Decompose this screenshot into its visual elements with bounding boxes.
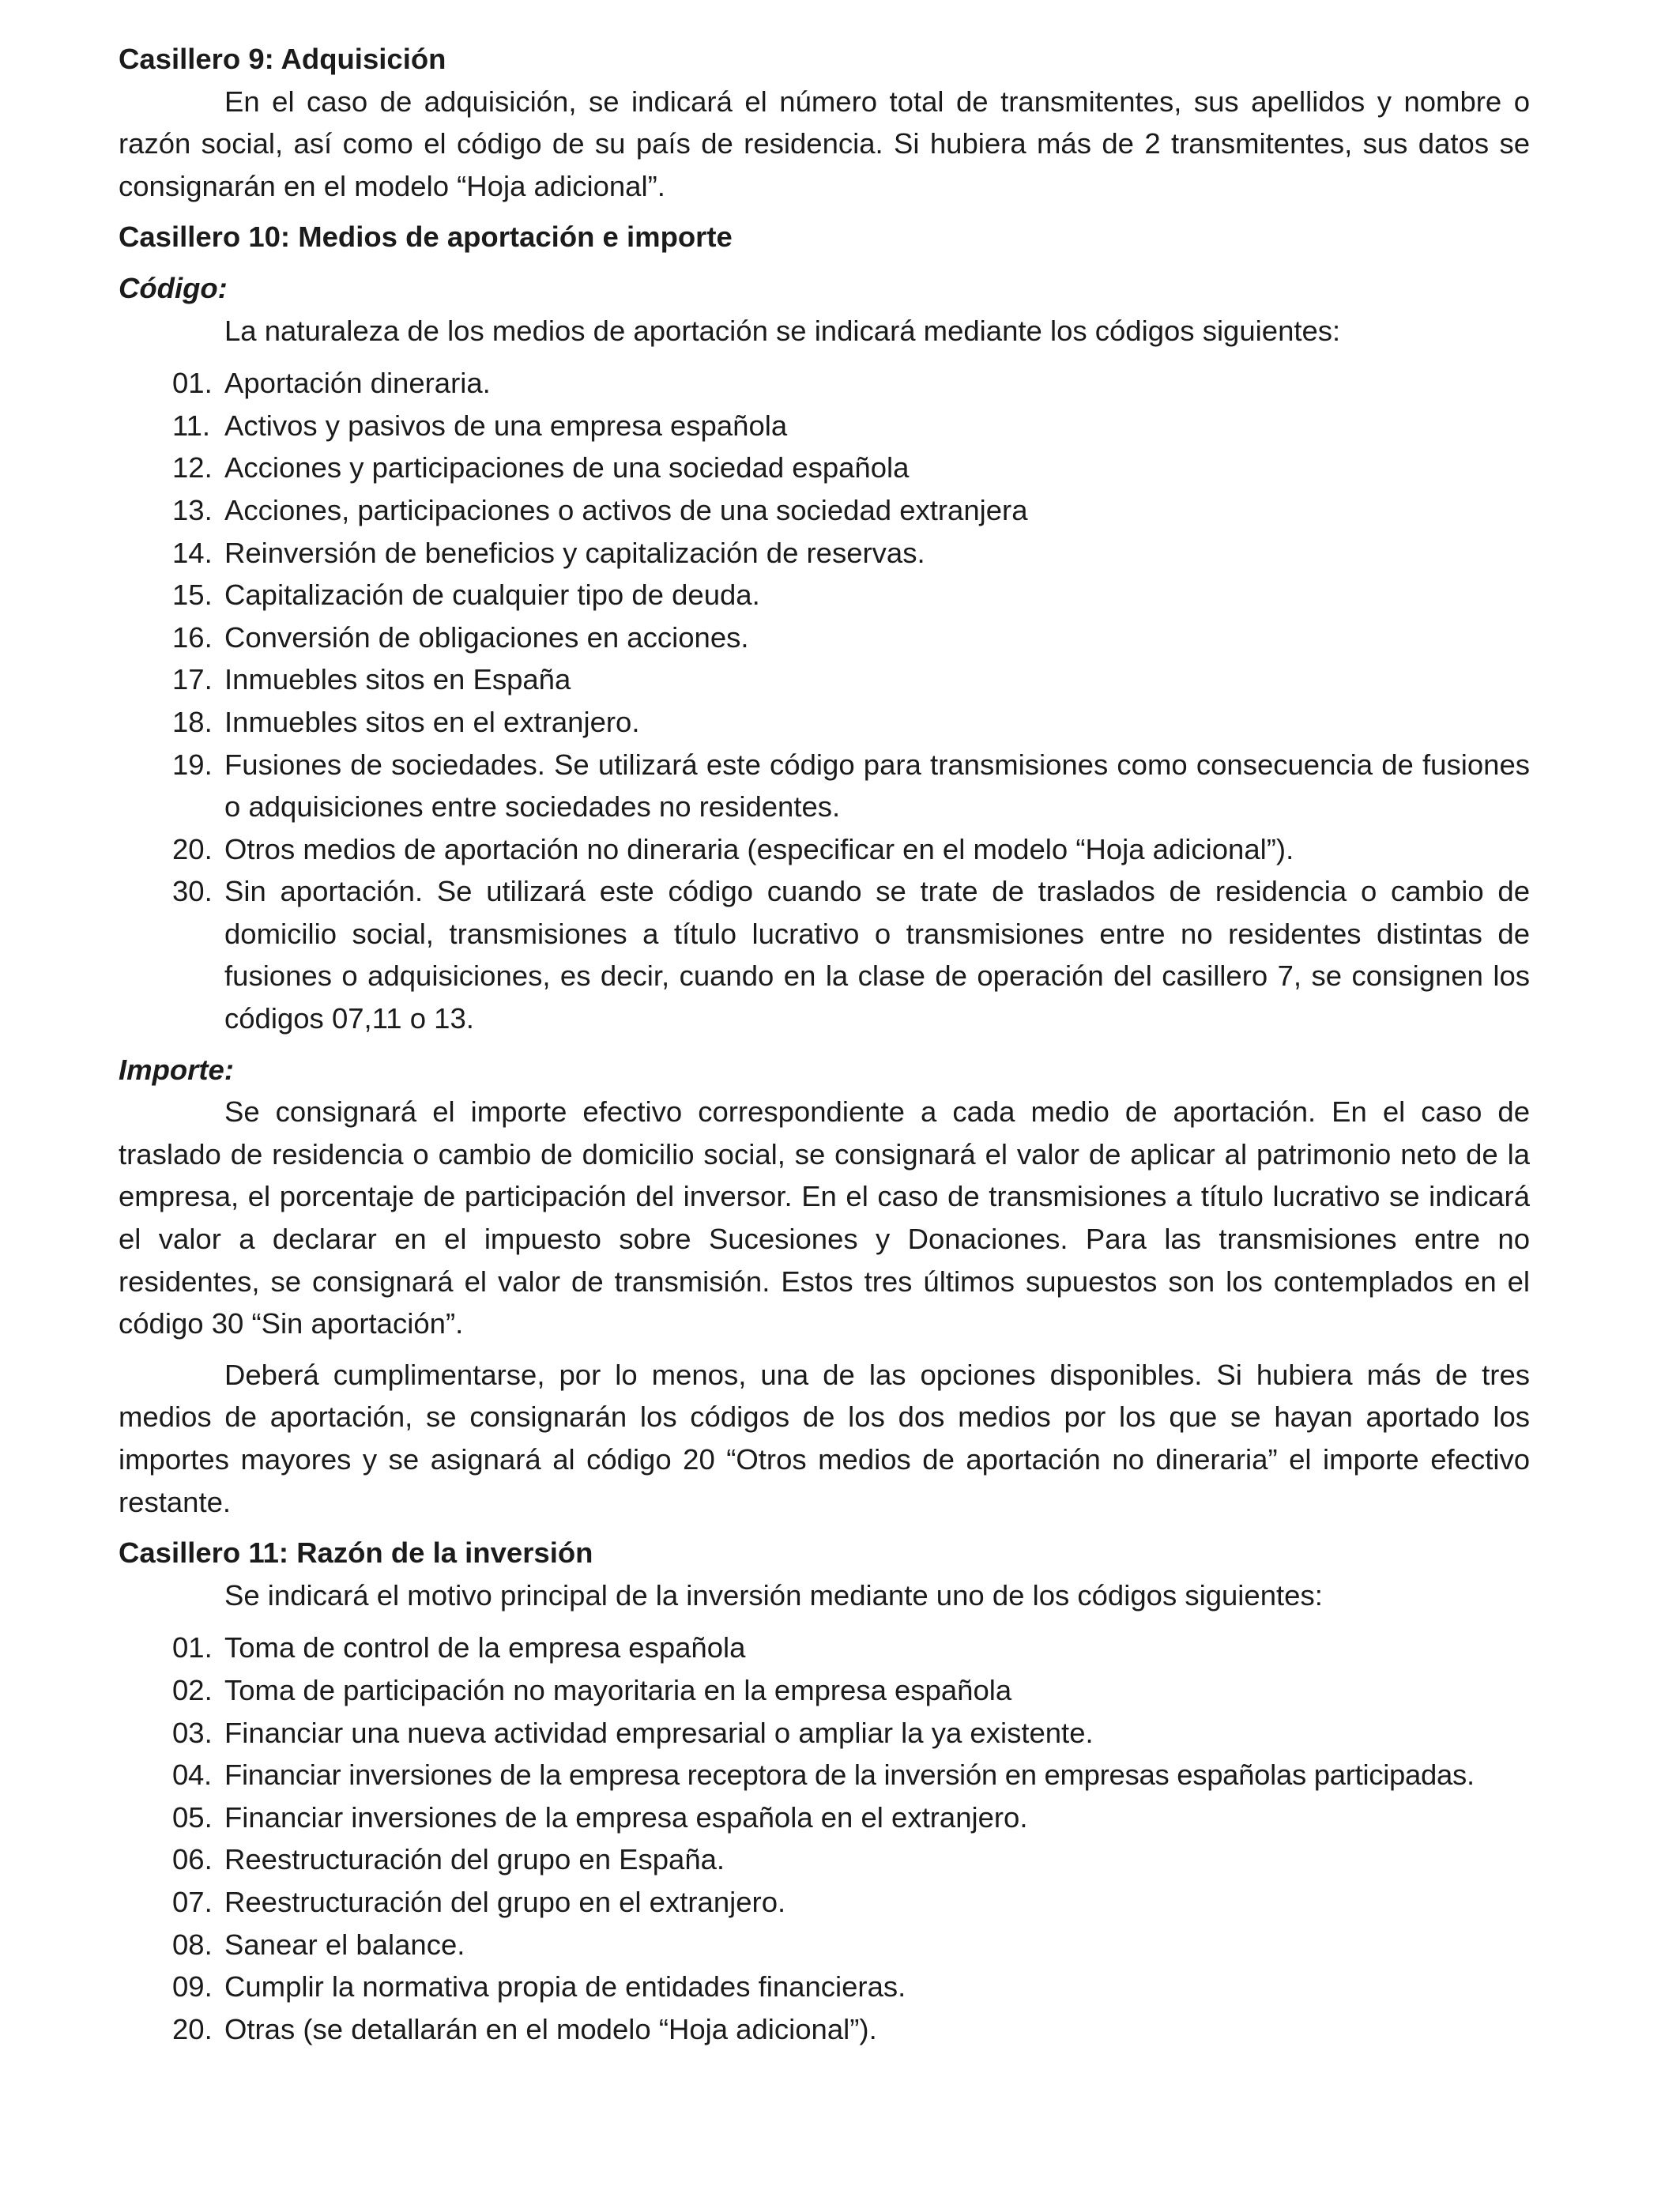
list-item-number: 16.: [172, 620, 213, 654]
list-item: [119, 701, 1530, 744]
list-item-number: 13.: [172, 493, 213, 526]
list-item-number: 06.: [172, 1843, 213, 1876]
list-item: [119, 362, 1530, 405]
list-item-number: 02.: [172, 1673, 213, 1706]
list-item: [119, 744, 1530, 828]
list-item: [119, 828, 1530, 871]
section-11-intro: Se indicará el motivo principal de la inversión mediante uno de los códigos siguientes:: [224, 1578, 1323, 1612]
list-item-number: 05.: [172, 1800, 213, 1834]
list-item-text: Activos y pasivos de una empresa española: [224, 409, 788, 442]
list-item: [119, 2008, 1530, 2051]
list-item-text: Aportación dineraria.: [224, 367, 491, 400]
list-item-number: 01.: [172, 367, 213, 400]
codigo-label: Código:: [119, 271, 228, 304]
list-item: [119, 1627, 1530, 1669]
list-item-text: Otros medios de aportación no dineraria (especificar en el modelo “Hoja adicional”).: [224, 832, 1294, 865]
contribution-codes-list: [119, 362, 1530, 1040]
list-item-number: 08.: [172, 1928, 213, 1961]
list-item: [119, 489, 1530, 532]
list-item-text: Inmuebles sitos en España: [224, 663, 571, 696]
list-item-text: Sin aportación. Se utilizará este código cuando se trate de traslados de residencia o cambio de domicilio social, transmisiones a título lucrativo o transmisiones entre no residentes distintas de fusiones o adquisiciones, es decir, cuando en la clase de operación del casillero 7, se consignen los códigos 07,11 o 13.: [224, 875, 1530, 1035]
importe-label: Importe:: [119, 1053, 234, 1086]
list-item-number: 19.: [172, 748, 213, 781]
list-item-number: 09.: [172, 1970, 213, 2004]
list-item: [119, 1669, 1530, 1712]
list-item-number: 30.: [172, 875, 213, 908]
list-item-text: Capitalización de cualquier tipo de deuda.: [224, 579, 760, 612]
list-item: [119, 1966, 1530, 2008]
list-item-text: Reestructuración del grupo en España.: [224, 1843, 725, 1876]
list-item-text: Cumplir la normativa propia de entidades financieras.: [224, 1970, 906, 2004]
list-item-number: 17.: [172, 663, 213, 696]
list-item-number: 12.: [172, 451, 213, 484]
list-item-text: Toma de participación no mayoritaria en la empresa española: [224, 1673, 1012, 1706]
list-item-text: Financiar inversiones de la empresa receptora de la inversión en empresas españolas participadas.: [224, 1759, 1475, 1792]
list-item-text: Reestructuración del grupo en el extranjero.: [224, 1885, 786, 1918]
list-item-number: 20.: [172, 832, 213, 865]
list-item-text: Inmuebles sitos en el extranjero.: [224, 705, 640, 738]
list-item-number: 20.: [172, 2012, 213, 2045]
list-item-text: Acciones, participaciones o activos de una sociedad extranjera: [224, 493, 1028, 526]
list-item-number: 14.: [172, 536, 213, 569]
list-item-text: Conversión de obligaciones en acciones.: [224, 620, 749, 654]
list-item: [119, 1924, 1530, 1966]
investment-reason-codes-list: [119, 1627, 1530, 2050]
list-item: [119, 1712, 1530, 1755]
list-item-text: Otras (se detallarán en el modelo “Hoja adicional”).: [224, 2012, 877, 2045]
list-item-number: 03.: [172, 1716, 213, 1749]
list-item-number: 15.: [172, 579, 213, 612]
list-item: [119, 1754, 1530, 1796]
list-item-number: 18.: [172, 705, 213, 738]
list-item: [119, 447, 1530, 489]
list-item: [119, 1881, 1530, 1924]
section-9-heading: Casillero 9: Adquisición: [119, 43, 446, 75]
list-item-number: 04.: [172, 1759, 212, 1792]
list-item-number: 07.: [172, 1885, 213, 1918]
list-item-text: Reinversión de beneficios y capitalización de reservas.: [224, 536, 925, 569]
list-item-text: Sanear el balance.: [224, 1928, 465, 1961]
options-paragraph: Deberá cumplimentarse, por lo menos, una de las opciones disponibles. Si hubiera más de tres medios de aportación, se consignarán los códigos de los dos medios por los que se hayan aportado los importes mayores y se asignará al código 20 “Otros medios de aportación no dineraria” el importe efectivo restante.: [119, 1358, 1530, 1518]
document-page: [119, 38, 1530, 2050]
list-item: [119, 574, 1530, 616]
list-item: [119, 658, 1530, 701]
codigo-intro: La naturaleza de los medios de aportación se indicará mediante los códigos siguientes:: [224, 314, 1341, 347]
list-item-text: Fusiones de sociedades. Se utilizará este código para transmisiones como consecuencia de fusiones o adquisiciones entre sociedades no residentes.: [224, 748, 1530, 824]
list-item-text: Financiar una nueva actividad empresarial o ampliar la ya existente.: [224, 1716, 1094, 1749]
section-11-heading: Casillero 11: Razón de la inversión: [119, 1536, 593, 1570]
list-item: [119, 870, 1530, 1039]
list-item: [119, 1796, 1530, 1839]
list-item-text: Toma de control de la empresa española: [224, 1631, 746, 1664]
list-item: [119, 405, 1530, 447]
importe-paragraph: Se consignará el importe efectivo correspondiente a cada medio de aportación. En el caso de traslado de residencia o cambio de domicilio social, se consignará el valor de aplicar al patrimonio neto de la empresa, el porcentaje de participación del inversor. En el caso de transmisiones a título lucrativo se indicará el valor a declarar en el impuesto sobre Sucesiones y Donaciones. Para las transmisiones entre no residentes, se consignará el valor de transmisión. Estos tres últimos supuestos son los contemplados en el código 30 “Sin aportación”.: [119, 1095, 1530, 1340]
list-item-text: Financiar inversiones de la empresa española en el extranjero.: [224, 1800, 1028, 1834]
section-9-paragraph: En el caso de adquisición, se indicará el número total de transmitentes, sus apellidos y nombre o razón social, así como el código de su país de residencia. Si hubiera más de 2 transmitentes, sus datos se consignarán en el modelo “Hoja adicional”.: [119, 85, 1530, 202]
list-item: [119, 1838, 1530, 1881]
list-item-number: 11.: [172, 409, 211, 442]
section-10-heading: Casillero 10: Medios de aportación e importe: [119, 221, 733, 254]
list-item-text: Acciones y participaciones de una sociedad española: [224, 451, 910, 484]
list-item-number: 01.: [172, 1631, 213, 1664]
list-item: [119, 532, 1530, 575]
list-item: [119, 616, 1530, 659]
